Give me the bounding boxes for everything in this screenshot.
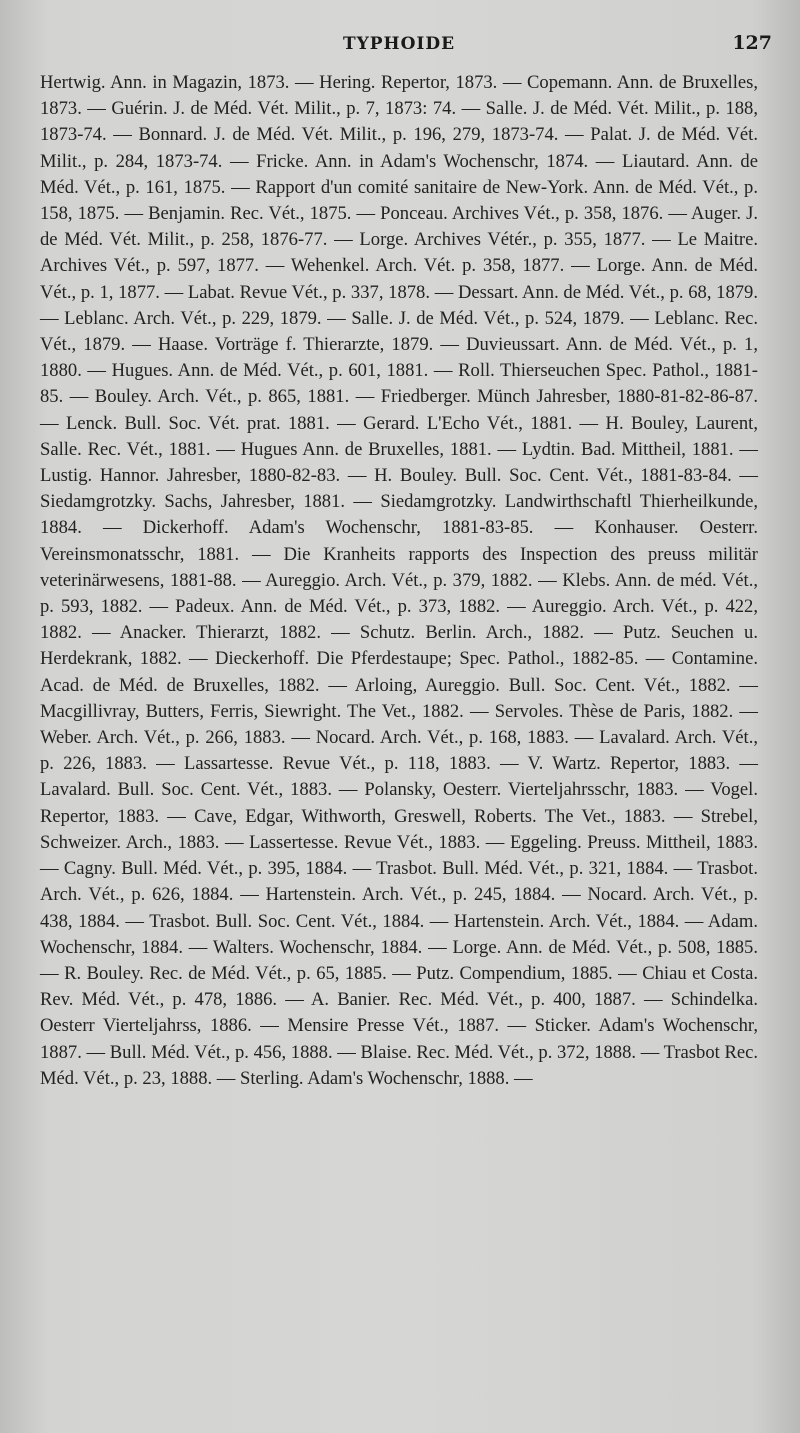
running-title: TYPHOIDE	[342, 34, 456, 54]
page-number: 127	[732, 32, 772, 54]
bibliography-paragraph: Hertwig. Ann. in Magazin, 1873. — Hering. Repertor, 1873. — Copemann. Ann. de Bruxelles, 1873. — Guérin. J. de Méd. Vét. Milit., p. 7, 1873: 74. — Salle. J. de Méd. Vét. Milit., p. 188, 1873-74. — Bonnard. J. de Méd. Vét. Milit., p. 196, 279, 1873-74. — Palat. J. de Méd. Vét. Milit., p. 284, 1873-74. — Fricke. Ann. in Adam's Wochenschr, 1874. — Liautard. Ann. de Méd. Vét., p. 161, 1875. — Rapport d'un comité sanitaire de New-York. Ann. de Méd. Vét., p. 158, 1875. — Benjamin. Rec. Vét., 1875. — Ponceau. Archives Vét., p. 358, 1876. — Auger. J. de Méd. Vét. Milit., p. 258, 1876-77. — Lorge. Archives Vétér., p. 355, 1877. — Le Maitre. Archives Vét., p. 597, 1877. — Wehenkel. Arch. Vét. p. 358, 1877. — Lorge. Ann. de Méd. Vét., p. 1, 1877. — Labat. Revue Vét., p. 337, 1878. — Dessart. Ann. de Méd. Vét., p. 68, 1879. — Leblanc. Arch. Vét., p. 229, 1879. — Salle. J. de Méd. Vét., p. 524, 1879. — Leblanc. Rec. Vét., 1879. — Haase. Vorträge f. Thierarzte, 1879. — Duvieussart. Ann. de Méd. Vét., p. 1, 1880. — Hugues. Ann. de Méd. Vét., p. 601, 1881. — Roll. Thierseuchen Spec. Pathol., 1881-85. — Bouley. Arch. Vét., p. 865, 1881. — Friedberger. Münch Jahresber, 1880-81-82-86-87. — Lenck. Bull. Soc. Vét. prat. 1881. — Gerard. L'Echo Vét., 1881. — H. Bouley, Laurent, Salle. Rec. Vét., 1881. — Hugues Ann. de Bruxelles, 1881. — Lydtin. Bad. Mittheil, 1881. — Lustig. Hannor. Jahresber, 1880-82-83. — H. Bouley. Bull. Soc. Cent. Vét., 1881-83-84. — Siedamgrotzky. Sachs, Jahresber, 1881. — Siedamgrotzky. Landwirthschaftl Thierheilkunde, 1884. — Dickerhoff. Adam's Wochenschr, 1881-83-85. — Konhauser. Oesterr. Vereinsmonatsschr, 1881. — Die Kranheits rapports des Inspection des preuss militär veterinärwesens, 1881-88. — Aureggio. Arch. Vét., p. 379, 1882. — Klebs. Ann. de méd. Vét., p. 593, 1882. — Padeux. Ann. de Méd. Vét., p. 373, 1882. — Aureggio. Arch. Vét., p. 422, 1882. — Anacker. Thierarzt, 1882. — Schutz. Berlin. Arch., 1882. — Putz. Seuchen u. Herdekrank, 1882. — Dieckerhoff. Die Pferdestaupe; Spec. Pathol., 1882-85. — Contamine. Acad. de Méd. de Bruxelles, 1882. — Arloing, Aureggio. Bull. Soc. Cent. Vét., 1882. — Macgillivray, Butters, Ferris, Siewright. The Vet., 1882. — Servoles. Thèse de Paris, 1882. — Weber. Arch. Vét., p. 266, 1883. — Nocard. Arch. Vét., p. 168, 1883. — Lavalard. Arch. Vét., p. 226, 1883. — Lassartesse. Revue Vét., p. 118, 1883. — V. Wartz. Repertor, 1883. — Lavalard. Bull. Soc. Cent. Vét., 1883. — Polansky, Oesterr. Vierteljahrsschr, 1883. — Vogel. Repertor, 1883. — Cave, Edgar, Withworth, Greswell, Roberts. The Vet., 1883. — Strebel, Schweizer. Arch., 1883. — Lassertesse. Revue Vét., 1883. — Eggeling. Preuss. Mittheil, 1883. — Cagny. Bull. Méd. Vét., p. 395, 1884. — Trasbot. Bull. Méd. Vét., p. 321, 1884. — Trasbot. Arch. Vét., p. 626, 1884. — Hartenstein. Arch. Vét., p. 245, 1884. — Nocard. Arch. Vét., p. 438, 1884. — Trasbot. Bull. Soc. Cent. Vét., 1884. — Hartenstein. Arch. Vét., 1884. — Adam. Wochenschr, 1884. — Walters. Wochenschr, 1884. — Lorge. Ann. de Méd. Vét., p. 508, 1885. — R. Bouley. Rec. de Méd. Vét., p. 65, 1885. — Putz. Compendium, 1885. — Chiau et Costa. Rev. Méd. Vét., p. 478, 1886. — A. Banier. Rec. Méd. Vét., p. 400, 1887. — Schindelka. Oesterr Vierteljahrss, 1886. — Mensire Presse Vét., 1887. — Sticker. Adam's Wochenschr, 1887. — Bull. Méd. Vét., p. 456, 1888. — Blaise. Rec. Méd. Vét., p. 372, 1888. — Trasbot Rec. Méd. Vét., p. 23, 1888. — Sterling. Adam's Wochenschr, 1888. —	[40, 72, 758, 1089]
page-header	[40, 30, 772, 70]
